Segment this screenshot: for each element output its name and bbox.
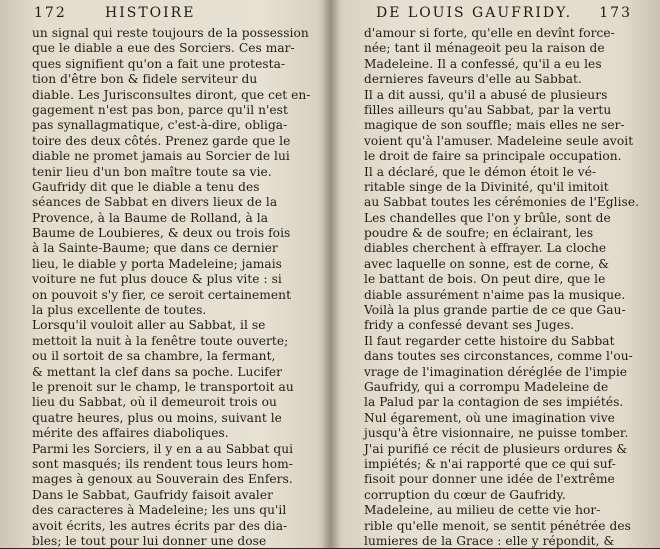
left-page	[0, 0, 326, 548]
text-line: lieu, le diable y porta Madeleine; jamais	[32, 256, 282, 271]
text-line: Il faut regarder cette histoire du Sabbat	[364, 333, 615, 348]
text-line: ritable singe de la Divinité, qu'il imitoit	[364, 179, 609, 194]
text-line: corruption du cœur de Gaufridy.	[364, 487, 566, 502]
text-line: voient qu'à l'amuser. Madeleine seule avoit	[364, 133, 634, 148]
text-line: diable ne promet jamais au Sorcier de lui	[32, 149, 290, 164]
text-line: quatre heures, plus ou moins, suivant le	[32, 410, 282, 425]
text-line: séances de Sabbat en divers lieux de la	[32, 195, 278, 210]
text-line: Il a déclaré, que le démon étoit le vé-	[364, 164, 597, 179]
text-line: & mettant la clef dans sa poche. Lucifer	[32, 364, 282, 379]
text-line: Lorsqu'il vouloit aller au Sabbat, il se	[32, 318, 266, 333]
text-line: on pouvoit s'y fier, ce seroit certainement	[32, 287, 292, 302]
text-line: avoit écrits, les autres écrits par des dia-	[32, 518, 288, 533]
text-line: lieu du Sabbat, où il demeuroit trois ou	[32, 395, 277, 410]
left-running-head: HISTOIRE	[105, 5, 196, 21]
text-line: rible qu'elle menoit, se sentit pénétrée des	[364, 518, 631, 533]
text-line: d'amour si forte, qu'elle en devînt force-	[364, 26, 615, 40]
text-line: fisoit pour donner une idée de l'extrême	[364, 472, 615, 487]
text-line: gagement n'est pas bon, parce qu'il n'est	[32, 102, 288, 117]
text-line: Baume de Loubieres, & deux ou trois fois	[32, 226, 291, 241]
text-line: lumieres de la Grace : elle y répondit, &	[364, 533, 615, 548]
text-line: diable. Les Jurisconsultes diront, que cet en-	[32, 87, 311, 102]
text-line: mages à genoux au Souverain des Enfers.	[32, 472, 293, 487]
text-line: sont masqués; ils rendent tous leurs hom-	[32, 456, 293, 471]
text-line: Voilà la plus grande partie de ce que Gau-	[364, 303, 626, 318]
text-line: Il a dit aussi, qu'il a abusé de plusieurs	[364, 87, 608, 102]
text-line: dernieres faveurs d'elle au Sabbat.	[364, 72, 582, 87]
text-line: tenir lieu d'un bon maître toute sa vie.	[32, 164, 272, 179]
text-line: au Sabbat toutes les cérémonies de l'Eglise.	[364, 195, 640, 210]
text-line: le battant de bois. On peut dire, que le	[364, 272, 606, 287]
right-running-head: DE LOUIS GAUFRIDY.	[376, 5, 573, 21]
text-line: pas synallagmatique, c'est-à-dire, obliga-	[32, 118, 288, 133]
text-line: le prenoit sur le champ, le transportoit au	[32, 379, 294, 394]
right-page-number: 173	[599, 5, 632, 21]
text-line: avec laquelle on sonne, est de corne, &	[364, 256, 610, 271]
text-line: voiture ne fut plus douce & plus vite : si	[32, 272, 282, 287]
text-line: Gaufridy dit que le diable a tenu des	[32, 179, 260, 194]
text-line: ou il sortoit de sa chambre, la fermant,	[32, 349, 276, 364]
text-line: Parmi les Sorciers, il y en a au Sabbat qui	[32, 441, 294, 456]
text-line: fridy a confessé devant ses Juges.	[364, 318, 575, 333]
left-page-text	[32, 26, 310, 549]
right-page-text	[364, 26, 639, 549]
text-line: la Palud par la contagion de ses impiétés.	[364, 395, 624, 410]
text-line: à la Sainte-Baume; que dans ce dernier	[32, 241, 278, 256]
text-line: jusqu'à être visionnaire, ne puisse tomber.	[364, 426, 629, 441]
text-line: Madeleine, au milieu de cette vie hor-	[364, 503, 601, 518]
right-page	[334, 0, 660, 548]
text-line: dans toutes ses circonstances, comme l'ou-	[364, 349, 633, 364]
text-line: mérite des affaires diaboliques.	[32, 426, 229, 441]
text-line: filles ailleurs qu'au Sabbat, par la vertu	[364, 102, 612, 117]
text-line: toire des deux côtés. Prenez garde que le	[32, 133, 291, 148]
text-line: bles; le tout pour lui donner une dose	[32, 533, 267, 548]
text-line: Provence, à la Baume de Rolland, à la	[32, 210, 269, 225]
text-line: poudre & de soufre; en éclairant, les	[364, 226, 594, 241]
text-line: Madeleine. Il a confessé, qu'il a eu les	[364, 56, 602, 71]
left-page-header	[0, 5, 326, 27]
text-line: vrage de l'imagination déréglée de l'impie	[364, 364, 628, 379]
text-line: magique de son souffle; mais elles ne ser-	[364, 118, 625, 133]
text-line: diables cherchent à effrayer. La cloche	[364, 241, 607, 256]
text-line: née; tant il ménageoit peu la raison de	[364, 41, 605, 56]
text-line: Les chandelles que l'on y brûle, sont de	[364, 210, 611, 225]
text-line: Dans le Sabbat, Gaufridy faisoit avaler	[32, 487, 274, 502]
text-line: diable assurément n'aime pas la musique.	[364, 287, 626, 302]
text-line: le droit de faire sa principale occupation.	[364, 149, 622, 164]
text-line: impiétés; & n'ai rapporté que ce qui suf-	[364, 456, 616, 471]
text-line: des caracteres à Madeleine; les uns qu'il	[32, 503, 287, 518]
left-page-number: 172	[34, 5, 67, 21]
text-line: ques signifient qu'on a fait une protesta-	[32, 56, 286, 71]
right-page-header	[334, 5, 660, 27]
text-line: un signal qui reste toujours de la possession	[32, 26, 309, 40]
text-line: J'ai purifié ce récit de plusieurs ordures &	[364, 441, 628, 456]
text-line: la plus excellente de toutes.	[32, 303, 207, 318]
text-line: Nul égarement, où une imagination vive	[364, 410, 615, 425]
text-line: mettoit la nuit à la fenêtre toute ouverte;	[32, 333, 289, 348]
text-line: Gaufridy, qui a corrompu Madeleine de	[364, 379, 609, 394]
text-line: que le diable a eue des Sorciers. Ces mar-	[32, 41, 295, 56]
text-line: tion d'être bon & fidele serviteur du	[32, 72, 258, 87]
